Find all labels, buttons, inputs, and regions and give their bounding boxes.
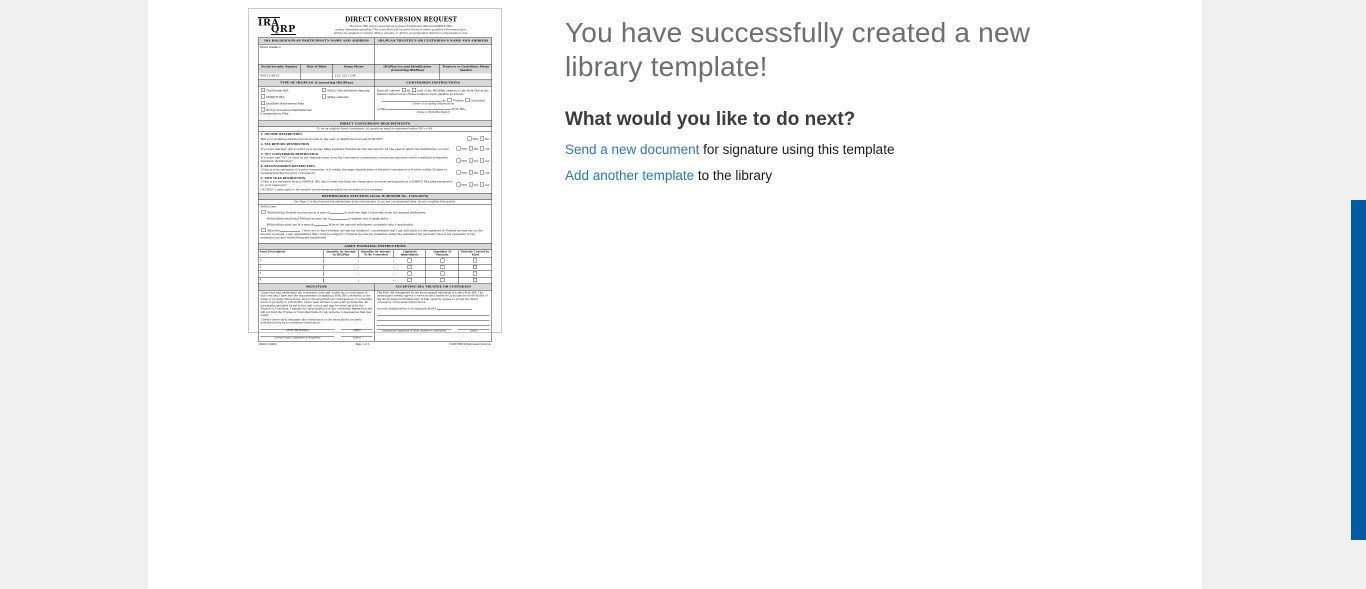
field-value-ssn: 000-13-9012 — [260, 73, 280, 78]
caution-text: CAUTION: Limits apply to the number of reconversions which can be made for tax purposes. — [259, 188, 492, 194]
blank-line — [331, 216, 348, 220]
question-3: 3. 70½ CONVERSION RESTRICTION If you are age 70½ or older in the calendar year, does the conversion contribution contain any amounts which constitute a required minimum distribution? YES NO NA — [260, 152, 490, 163]
logo-ira-text: IRA — [258, 17, 280, 28]
blank-line — [280, 228, 300, 232]
conversion-instructions: Directly convert all part of my IRA/Plan balance to my Roth IRA in the manner listed below. Please make a check payable as follows: as Trustee Custodian (Name of Accepting Organization) of the Roth IRA. (Name of Roth IRA Holder) — [377, 89, 489, 115]
trustee-name-value — [375, 44, 492, 64]
checkbox-icon — [261, 108, 265, 112]
checkbox-icon — [402, 88, 406, 92]
question-1: 1. INCOME RESTRICTION Will your modified adjusted gross income in the year of distribution exceed $100,000? YES NO — [260, 133, 490, 142]
asset-table-row: 3. — [259, 271, 492, 277]
blank-line — [329, 210, 344, 214]
checkbox-icon — [456, 146, 460, 150]
checkbox-icon — [262, 228, 266, 232]
field-value-dob — [300, 73, 332, 79]
checkbox-icon — [480, 146, 484, 150]
action-line-send — [565, 140, 1110, 160]
success-message-block — [565, 16, 1110, 192]
field-label-dob: Date of Birth — [300, 64, 332, 73]
page-title: You have successfully created a new library template! — [565, 17, 1031, 83]
withholding-subtext: See Page 2 of this form for the withholding notice information. If you are a nonresident alien, do not complete this section. — [259, 200, 492, 205]
date-line-caption: (Date) — [341, 336, 372, 339]
date-line-caption: (Date) — [458, 330, 490, 333]
field-value-phone: 123-123-1234 — [334, 73, 356, 78]
checkbox-icon — [480, 170, 484, 174]
field-label-trustee-phone: Trustee's or Custodian's Phone Number — [440, 64, 491, 73]
blank-line — [382, 98, 442, 102]
feedback-tab[interactable] — [1351, 200, 1366, 540]
checkbox-icon — [480, 182, 484, 186]
withholding-option-1: Withholding Federal income tax at a rate of % (not less than 10 percent) from the amount withdrawn. — [261, 210, 490, 215]
copyright: ©2000 BISYS Retirement Services — [448, 343, 491, 346]
withholding-section-header: WITHHOLDING ELECTION (Form W-4P/OMB No. 1545-0074) — [259, 194, 492, 200]
date-line-caption: (Date) — [341, 329, 372, 332]
checkbox-icon — [440, 271, 444, 275]
question-2: 2. TAX RETURN RESTRICTION If you are married, are you and your spouse filing separate Federal income tax returns for the year in which the distribution occurs? YES NO NA — [260, 142, 490, 151]
asset-table-header: Asset Description Quantity Or Amount In IRA/Plan Quantity Or Amount To Be Converted Liquidate Immediately Liquidate At Maturity Directly Convert In Kind — [259, 250, 492, 258]
content-panel — [148, 0, 1202, 589]
accepting-column: The Roth IRA designated by the above-named individual is a valid Roth IRA. The undersigned hereby agrees to serve as the Trustee or Custodian for the Roth IRA of the above-named individual and, in that capacity, agrees to accept the direct conversion of the assets listed above. Account Identification of Accepting Roth IRA (Authorized Signature of New Trustee or Custodian) (Date) — [377, 291, 488, 333]
next-steps-heading: What would you like to do next? — [565, 109, 856, 131]
signature-section-header: SIGNATURE — [259, 284, 376, 290]
withholding-option-3: Withholding state tax at a rate of % from the amount withdrawn (complete only if applicable) — [266, 223, 414, 227]
trustee-name-header: IRA/PLAN TRUSTEE'S OR CUSTODIAN'S NAME AND ADDRESS — [375, 38, 492, 44]
blank-line — [386, 107, 451, 111]
asset-table-row: 1. — [259, 258, 492, 264]
send-new-document-link[interactable]: Send a new document — [565, 142, 700, 158]
checkbox-icon — [480, 137, 484, 141]
notary-line-caption: (Notary Public Signature If Required) — [261, 336, 335, 339]
signature-line-caption: (Roth IRA Holder) — [261, 329, 335, 332]
form-header — [258, 15, 492, 36]
checkbox-icon — [456, 158, 460, 162]
action-line-add — [565, 166, 1110, 186]
type-option: 457(b) Governmental/Deferred Compensation Plan — [260, 109, 312, 116]
checkbox-icon — [408, 258, 412, 262]
form-subtitle-3: 403(b) tax-sheltered annuity, 403(a) annuity, or 457(b) governmental deferred compensation plan. — [333, 32, 469, 36]
holder-name-value: Peter Wallace — [259, 44, 376, 64]
template-document-thumbnail[interactable] — [248, 8, 502, 346]
form-footer — [258, 343, 492, 346]
conversion-section-header: CONVERSION INSTRUCTIONS — [375, 80, 492, 86]
requirements-subtext: To be an eligible direct conversion, all questions must be answered either NO or NA. — [259, 127, 492, 132]
checkbox-icon — [480, 158, 484, 162]
checkbox-icon — [440, 265, 444, 269]
asset-table-row: 2. — [259, 264, 492, 270]
checkbox-icon — [408, 265, 412, 269]
checkbox-icon — [473, 258, 477, 262]
form-body — [258, 38, 492, 342]
type-options — [259, 86, 376, 120]
ira-qrp-logo — [258, 15, 310, 36]
blank-caption: (Name of Accepting Organization) — [412, 102, 455, 106]
requirements-section-header: DIRECT CONVERSION REQUIREMENTS — [259, 121, 492, 127]
select-one-label: Select One: — [260, 205, 277, 209]
checkbox-icon — [448, 98, 452, 102]
blank-caption: (Name of Roth IRA Holder) — [416, 111, 450, 115]
withholding-option-4: Effective , I elect not to have Federal income tax withheld. I understand that I am still liable for the payment of Federal income tax on the amount received. I also understand that I may be subject to Federal income tax penalties under the estimated tax payment rules if my payments of the estimated tax and withholding are insufficient. — [260, 229, 483, 240]
type-section-header: TYPE OF IRA/PLAN (Converting IRA/Plan) — [259, 80, 376, 86]
field-value-account-id — [375, 73, 440, 79]
signature-column: I have read and understand the conversion rules and conditions on both pages of this form and I have met the requirements for making a Roth IRA conversion of the funds or property listed above. Due to the important tax consequences of converting funds or property to a Roth IRA, I have been advised to see a tax professional. All information provided by me is true and correct and may be relied upon by the Trustee or Custodian. I assume full responsibility for this conversion transaction and will not hold the Trustee or Custodian liable for any adverse consequences that may result. I hereby irrevocably designate this contribution of the funds and/or property indicated above as a conversion contribution. (Roth IRA Holder) (Date) (Notary Public Signature If Required) (Date) — [259, 290, 376, 340]
checkbox-icon — [467, 137, 471, 141]
checkbox-icon — [473, 278, 477, 282]
form-number: #409 (1/2000) — [259, 343, 277, 346]
logo-qrp-text: QRP — [271, 23, 296, 35]
blank-line — [437, 306, 472, 310]
field-label-phone: Home Phone — [333, 64, 374, 73]
checkbox-icon — [408, 271, 412, 275]
form-page — [258, 15, 492, 346]
action-rest-text: to the library — [694, 168, 773, 184]
checkbox-icon — [408, 278, 412, 282]
checkbox-icon — [469, 170, 473, 174]
form-subtitle-2: unless otherwise specified. The term Plan will be used below to mean qualified retirement plan, — [335, 28, 467, 32]
checkbox-icon — [322, 94, 326, 98]
checkbox-icon — [262, 210, 266, 214]
field-value-trustee-phone — [440, 73, 491, 79]
accepting-section-header: ACCEPTING IRA TRUSTEE OR CUSTODIAN — [375, 284, 492, 290]
blank-line — [377, 321, 490, 326]
field-label-ssn: Social Security Number — [259, 64, 300, 73]
checkbox-icon — [412, 88, 416, 92]
checkbox-icon — [469, 158, 473, 162]
type-option: 403(b) Tax-sheltered Annuity — [321, 88, 373, 93]
form-subtitle-1: The term IRA will be used below to mean Traditional IRA and SIMPLE IRA, — [349, 25, 453, 28]
checkbox-icon — [261, 94, 265, 98]
question-5: 5. TWO YEAR RESTRICTION If this is a conversion from a SIMPLE IRA, has it been less than two years since you first participated in a SIMPLE IRA plan sponsored by your employer? YES NO NA — [260, 176, 490, 187]
action-rest-text: for signature using this template — [699, 142, 895, 158]
checkbox-icon — [473, 271, 477, 275]
form-title: DIRECT CONVERSION REQUEST — [345, 16, 457, 23]
asset-table-row: 4. — [259, 277, 492, 283]
field-label-account-id: IRA/Plan Account Identification (Converting IRA/Plan) — [375, 64, 440, 73]
type-option: SIMPLE IRA — [260, 94, 321, 99]
checkbox-icon — [261, 88, 265, 92]
withholding-options — [259, 205, 492, 244]
type-option: 403(a) Annuity — [321, 94, 373, 99]
question-4: 4. RECONVERSION RESTRICTION If this is a reconversion of a prior conversion, is it within the same taxable year of the prior conversion or if later, within 30 days of recharacterizing the prior conversion? YES NO NA — [260, 164, 490, 175]
checkbox-icon — [469, 146, 473, 150]
checkbox-icon — [473, 265, 477, 269]
withholding-option-2: Withholding additional Federal income tax of (complete only if applicable) — [266, 217, 388, 221]
holder-name-header: IRA HOLDER'S/PLAN PARTICIPANT'S NAME AND ADDRESS — [259, 38, 376, 44]
checkbox-icon — [440, 278, 444, 282]
checkbox-icon — [261, 101, 265, 105]
page-number: Page 1 of 2 — [355, 343, 370, 346]
checkbox-icon — [440, 258, 444, 262]
authorized-signature-caption: (Authorized Signature of New Trustee or Custodian) — [377, 330, 451, 333]
checkbox-icon — [465, 98, 469, 102]
checkbox-icon — [456, 170, 460, 174]
type-option: Traditional IRA — [260, 88, 321, 93]
checkbox-icon — [469, 182, 473, 186]
blank-line — [313, 222, 328, 226]
checkbox-icon — [322, 88, 326, 92]
asset-section-header: ASSET HANDLING INSTRUCTIONS — [259, 244, 492, 250]
add-another-template-link[interactable]: Add another template — [565, 168, 695, 184]
checkbox-icon — [456, 182, 460, 186]
type-option: Qualified Retirement Plan — [260, 101, 321, 106]
